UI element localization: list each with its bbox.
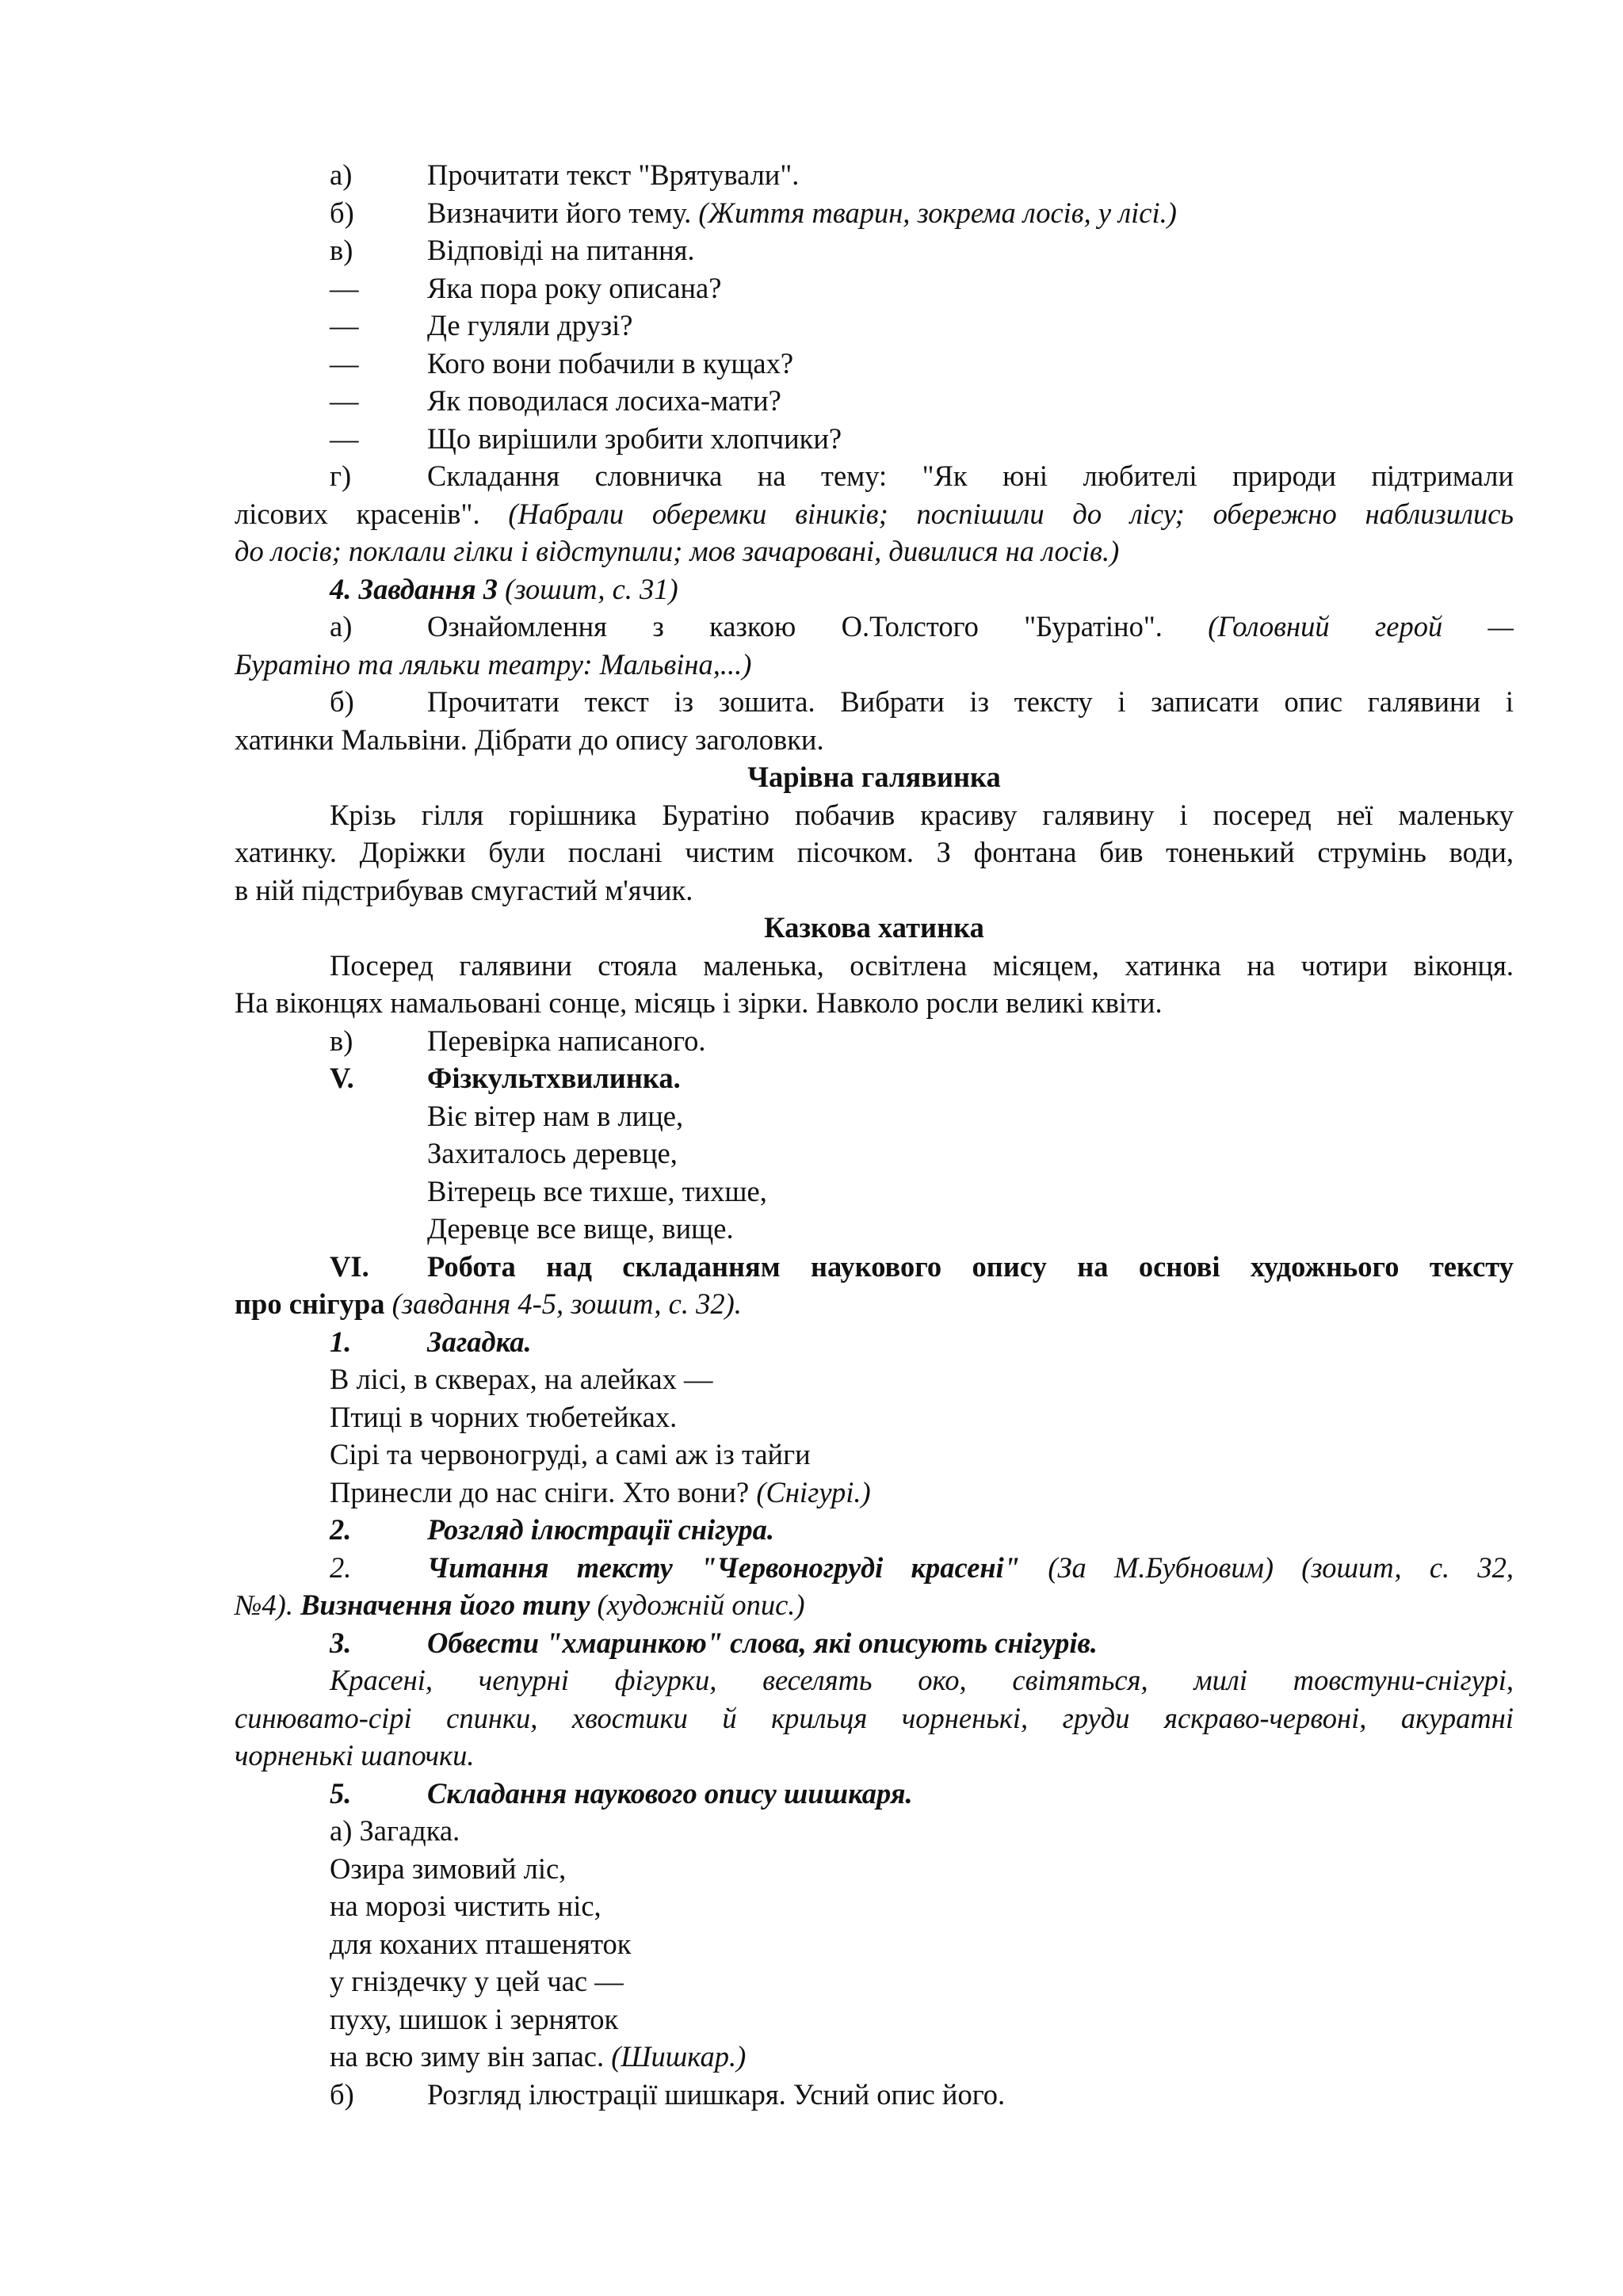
section-heading: VI. Робота над складанням наукового опису на основі художнього тексту — [330, 1249, 1514, 1283]
list-item: г) Складання словничка на тему: "Як юні любителі природи підтримали — [330, 460, 1514, 492]
poem-line: Захиталось деревце, — [427, 1137, 678, 1169]
riddle-line: В лісі, в скверах, на алейках — — [330, 1363, 713, 1395]
section-title: Казкова хатинка — [764, 911, 984, 944]
list-item: б) Визначити його тему. (Життя тварин, зокрема лосів, у лісі.) — [330, 196, 1177, 229]
text-line: №4). Визначення його типу (художній опис.) — [235, 1589, 805, 1621]
subsection-heading: 2. Розгляд ілюстрації снігура. — [330, 1513, 774, 1546]
text-line: лісових красенів". (Набрали оберемки віників; поспішили до лісу; обережно наблизились — [235, 497, 1514, 530]
list-item: а) Прочитати текст "Врятували". — [330, 158, 800, 191]
section-heading: V. Фізкультхвилинка. — [330, 1062, 681, 1094]
riddle-line: у гніздечку у цей час — — [330, 1965, 624, 1997]
task-heading: 4. Завдання 3 (зошит, с. 31) — [330, 572, 678, 605]
list-item: б) Прочитати текст із зошита. Вибрати із тексту і записати опис галявини і — [330, 685, 1514, 718]
subsection-heading: 2. Читання тексту "Червоногруді красені" (За М.Бубновим) (зошит, с. 32, — [330, 1550, 1514, 1584]
text-line: про снігура (завдання 4-5, зошит, с. 32). — [235, 1287, 742, 1320]
riddle-line: Озира зимовий ліс, — [330, 1852, 567, 1885]
text-line: На віконцях намальовані сонце, місяць і зірки. Навколо росли великі квіти. — [235, 986, 1163, 1019]
riddle-line: на морозі чистить ніс, — [330, 1890, 601, 1922]
text-line: до лосів; поклали гілки і відступили; мов зачаровані, дивилися на лосів.) — [235, 535, 1120, 567]
text-line: синювато-сірі спинки, хвостики й крильця чорненькі, груди яскраво-червоні, акуратні — [235, 1701, 1514, 1734]
subsection-heading: 3. Обвести "хмаринкою" слова, які описують снігурів. — [330, 1626, 1098, 1659]
text-line: Буратіно та ляльки театру: Мальвіна,...) — [235, 647, 752, 681]
question-item: — Яка пора року описана? — [330, 271, 722, 304]
question-item: — Як поводилася лосиха-мати? — [330, 384, 781, 417]
section-title: Чарівна галявинка — [747, 761, 1001, 793]
question-item: — Де гуляли друзі? — [330, 309, 633, 341]
riddle-line: для коханих пташеняток — [330, 1927, 632, 1960]
question-item: — Кого вони побачили в кущах? — [330, 346, 794, 379]
riddle-line: Птиці в чорних тюбетейках. — [330, 1400, 678, 1433]
question-item: — Що вирішили зробити хлопчики? — [330, 421, 842, 455]
text-line: чорненькі шапочки. — [235, 1739, 475, 1772]
text-line: Крізь гілля горішника Буратіно побачив красиву галявину і посеред неї маленьку — [330, 798, 1514, 831]
text-line: в ній підстрибував смугастий м'ячик. — [235, 873, 693, 906]
text-line: а) Загадка. — [330, 1814, 460, 1847]
text-line: хатинки Мальвіни. Дібрати до опису заголовки. — [235, 723, 824, 756]
riddle-line: на всю зиму він запас. (Шишкар.) — [330, 2040, 747, 2073]
subsection-heading: 5. Складання наукового опису шишкаря. — [330, 1776, 913, 1810]
text-line: хатинку. Доріжки були послані чистим пісочком. З фонтана бив тоненький струмінь води, — [235, 836, 1514, 868]
subsection-heading: 1. Загадка. — [330, 1325, 532, 1358]
text-line: Посеред галявини стояла маленька, освітлена місяцем, хатинка на чотири віконця. — [330, 948, 1514, 982]
riddle-line: пуху, шишок і зерняток — [330, 2002, 619, 2035]
list-item: б) Розгляд ілюстрації шишкаря. Усний опис його. — [330, 2077, 1006, 2111]
poem-line: Деревце все вище, вище. — [427, 1212, 734, 1245]
riddle-line: Сірі та червоногруді, а самі аж із тайги — [330, 1438, 811, 1470]
text-line: Красені, чепурні фігурки, веселять око, світяться, милі товстуни-снігурі, — [330, 1664, 1514, 1696]
list-item: в) Відповіді на питання. — [330, 234, 695, 266]
riddle-line: Принесли до нас сніги. Хто вони? (Снігурі.) — [330, 1475, 871, 1508]
list-item: в) Перевірка написаного. — [330, 1024, 706, 1057]
poem-line: Віє вітер нам в лице, — [427, 1099, 684, 1132]
poem-line: Вітерець все тихше, тихше, — [427, 1174, 767, 1207]
document-text — [235, 156, 1514, 2113]
list-item: а) Ознайомлення з казкою О.Толстого "Буратіно". (Головний герой — — [330, 610, 1514, 643]
